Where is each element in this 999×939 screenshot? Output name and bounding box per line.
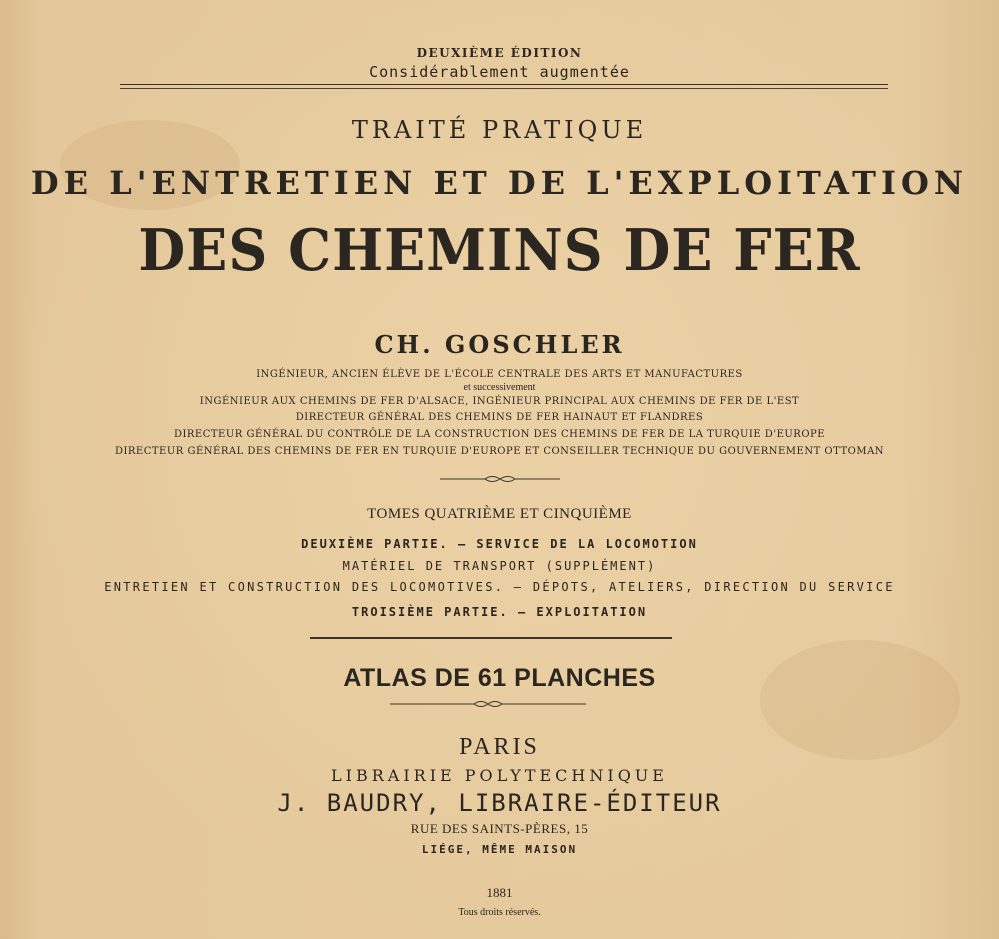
edition-note: Considérablement augmentée [369,63,630,81]
author-qualification: INGÉNIEUR AUX CHEMINS DE FER D'ALSACE, INGÉNIEUR PRINCIPAL AUX CHEMINS DE FER DE L'EST [199,396,800,407]
ornament-divider [390,699,586,709]
part-three: TROISIÈME PARTIE. — EXPLOITATION [351,605,648,619]
middle-rule [310,637,672,639]
title-line-1: TRAITÉ PRATIQUE [351,116,648,144]
entretien-construction: ENTRETIEN ET CONSTRUCTION DES LOCOMOTIVES. — DÉPOTS, ATELIERS, DIRECTION DU SERVICE [104,580,895,594]
top-rule [120,84,888,85]
tomes-heading: TOMES QUATRIÈME ET CINQUIÈME [367,506,632,522]
part-two: DEUXIÈME PARTIE. — SERVICE DE LA LOCOMOTION [301,537,698,551]
author-name: CH. GOSCHLER [374,330,625,359]
author-qualification: et successivement [463,382,536,393]
rights-notice: Tous droits réservés. [458,907,541,918]
publication-year: 1881 [486,885,513,900]
edition-label: DEUXIÈME ÉDITION [416,46,583,60]
publisher-editor: J. BAUDRY, LIBRAIRE-ÉDITEUR [277,789,722,817]
ornament-divider [440,474,560,484]
top-rule-double [120,88,888,89]
author-qualification: DIRECTEUR GÉNÉRAL DES CHEMINS DE FER HAINAUT ET FLANDRES [295,412,704,423]
atlas-heading: ATLAS DE 61 PLANCHES [343,664,656,692]
materiel-transport: MATÉRIEL DE TRANSPORT (SUPPLÉMENT) [342,559,657,573]
publisher-liege: LIÉGE, MÊME MAISON [421,843,578,856]
publisher-address: RUE DES SAINTS-PÈRES, 15 [410,821,589,836]
author-qualification: INGÉNIEUR, ANCIEN ÉLÈVE DE L'ÉCOLE CENTRALE DES ARTS ET MANUFACTURES [256,369,743,380]
publisher-city: PARIS [459,734,540,760]
title-line-3: DES CHEMINS DE FER [138,216,861,284]
author-qualification: DIRECTEUR GÉNÉRAL DES CHEMINS DE FER EN TURQUIE D'EUROPE ET CONSEILLER TECHNIQUE DU GOUVERNEMENT OTTOMAN [114,446,885,457]
author-qualification: DIRECTEUR GÉNÉRAL DU CONTRÔLE DE LA CONSTRUCTION DES CHEMINS DE FER DE LA TURQUIE D'EUROPE [173,429,826,440]
publisher-librairie: LIBRAIRIE POLYTECHNIQUE [331,766,668,785]
title-line-2: DE L'ENTRETIEN ET DE L'EXPLOITATION [30,164,969,202]
